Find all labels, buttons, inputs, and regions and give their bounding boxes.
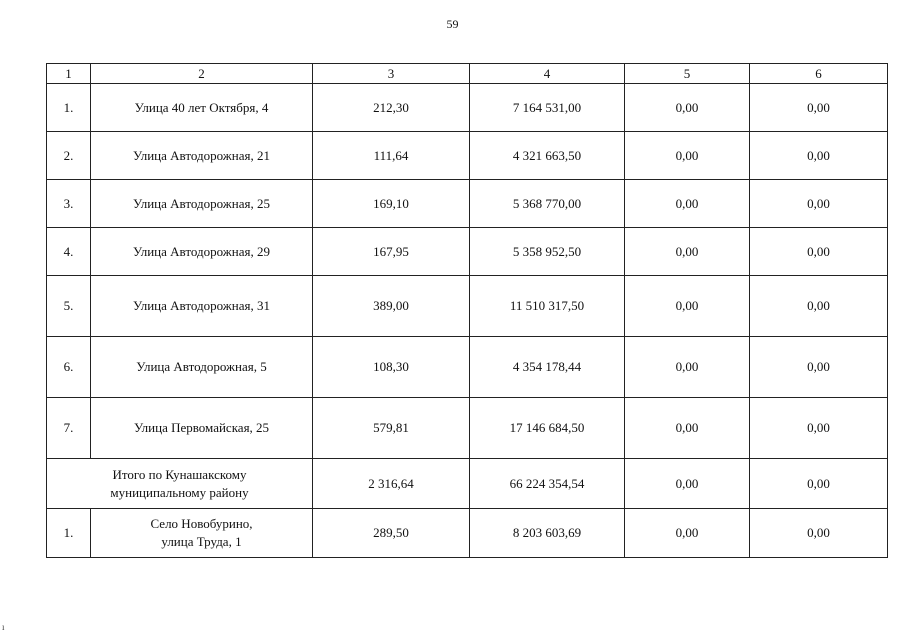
total-col6: 0,00 [750, 459, 888, 509]
column-header-2: 2 [91, 64, 313, 84]
row-amount: 8 203 603,69 [470, 509, 625, 558]
row-col5: 0,00 [625, 337, 750, 398]
row-col6: 0,00 [750, 84, 888, 132]
row-address: Улица Автодорожная, 5 [91, 337, 313, 398]
column-header-4: 4 [470, 64, 625, 84]
table-row [47, 509, 888, 558]
total-area: 2 316,64 [313, 459, 470, 509]
row-area: 167,95 [313, 228, 470, 276]
scan-edge-mark: ı [2, 622, 5, 632]
row-col6: 0,00 [750, 276, 888, 337]
housing-register-table [46, 63, 888, 558]
table-row [47, 228, 888, 276]
row-col5: 0,00 [625, 398, 750, 459]
table-row [47, 132, 888, 180]
total-label-line2: муниципальному району [110, 484, 249, 500]
row-number: 3. [47, 180, 91, 228]
row-address: Улица Автодорожная, 21 [91, 132, 313, 180]
column-header-3: 3 [313, 64, 470, 84]
row-number: 6. [47, 337, 91, 398]
table-row [47, 84, 888, 132]
total-label-line1: Итого по Кунашакскому [112, 466, 247, 482]
column-number-header-row [47, 64, 888, 84]
row-area: 111,64 [313, 132, 470, 180]
row-col5: 0,00 [625, 180, 750, 228]
row-number: 4. [47, 228, 91, 276]
page-number: 59 [446, 17, 459, 31]
row-amount: 11 510 317,50 [470, 276, 625, 337]
row-amount: 17 146 684,50 [470, 398, 625, 459]
row-area: 579,81 [313, 398, 470, 459]
row-number: 7. [47, 398, 91, 459]
table-row [47, 276, 888, 337]
row-area: 212,30 [313, 84, 470, 132]
row-col5: 0,00 [625, 132, 750, 180]
row-col6: 0,00 [750, 398, 888, 459]
row-address [91, 509, 313, 558]
total-col5: 0,00 [625, 459, 750, 509]
row-col5: 0,00 [625, 84, 750, 132]
row-col6: 0,00 [750, 132, 888, 180]
row-address-line2: улица Труда, 1 [161, 534, 242, 549]
row-number: 2. [47, 132, 91, 180]
row-address: Улица 40 лет Октября, 4 [91, 84, 313, 132]
row-address-line1: Село Новобурино, [150, 516, 253, 531]
table-row [47, 337, 888, 398]
row-amount: 4 321 663,50 [470, 132, 625, 180]
row-col6: 0,00 [750, 509, 888, 558]
row-amount: 4 354 178,44 [470, 337, 625, 398]
row-area: 289,50 [313, 509, 470, 558]
row-amount: 5 358 952,50 [470, 228, 625, 276]
row-area: 169,10 [313, 180, 470, 228]
row-area: 389,00 [313, 276, 470, 337]
row-address: Улица Первомайская, 25 [91, 398, 313, 459]
row-col5: 0,00 [625, 228, 750, 276]
row-col5: 0,00 [625, 509, 750, 558]
row-col5: 0,00 [625, 276, 750, 337]
row-col6: 0,00 [750, 180, 888, 228]
column-header-6: 6 [750, 64, 888, 84]
table-row [47, 398, 888, 459]
row-col6: 0,00 [750, 228, 888, 276]
table-row [47, 180, 888, 228]
row-amount: 7 164 531,00 [470, 84, 625, 132]
row-number: 1. [47, 84, 91, 132]
row-address: Улица Автодорожная, 29 [91, 228, 313, 276]
row-number: 1. [47, 509, 91, 558]
row-address: Улица Автодорожная, 31 [91, 276, 313, 337]
row-amount: 5 368 770,00 [470, 180, 625, 228]
total-amount: 66 224 354,54 [470, 459, 625, 509]
total-label [47, 459, 313, 509]
row-col6: 0,00 [750, 337, 888, 398]
row-address: Улица Автодорожная, 25 [91, 180, 313, 228]
total-row [47, 459, 888, 509]
column-header-5: 5 [625, 64, 750, 84]
column-header-1: 1 [47, 64, 91, 84]
row-area: 108,30 [313, 337, 470, 398]
row-number: 5. [47, 276, 91, 337]
